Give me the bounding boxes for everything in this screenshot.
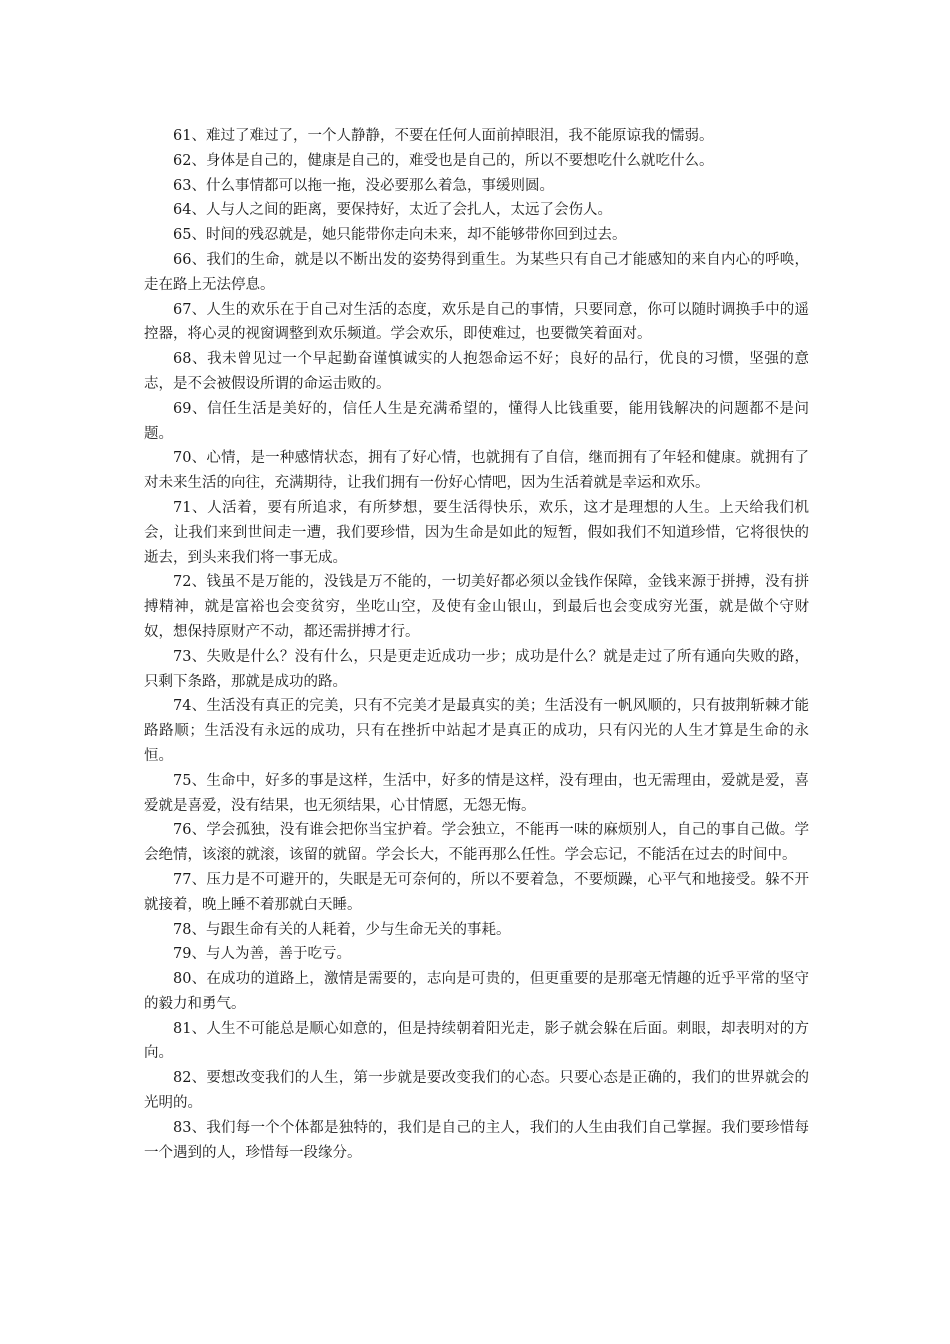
- paragraph-72: 72、钱虽不是万能的，没钱是万不能的，一切美好都必须以金钱作保障，金钱来源于拼搏，没有拼搏精神，就是富裕也会变贫穷，坐吃山空，及使有金山银山，到最后也会变成穷光蛋，就是做个守财奴，想保持原财产不动，都还需拼搏才行。: [144, 574, 809, 640]
- paragraph-66: 66、我们的生命，就是以不断出发的姿势得到重生。为某些只有自己才能感知的来自内心的呼唤，走在路上无法停息。: [144, 251, 809, 293]
- paragraph-73: 73、失败是什么？没有什么，只是更走近成功一步；成功是什么？就是走过了所有通向失败的路，只剩下条路，那就是成功的路。: [144, 648, 809, 690]
- paragraph-63: 63、什么事情都可以拖一拖，没必要那么着急，事缓则圆。: [173, 177, 554, 194]
- paragraph-67: 67、人生的欢乐在于自己对生活的态度，欢乐是自己的事情，只要同意，你可以随时调换手中的遥控器，将心灵的视窗调整到欢乐频道。学会欢乐，即使难过，也要微笑着面对。: [144, 301, 809, 343]
- paragraph-81: 81、人生不可能总是顺心如意的，但是持续朝着阳光走，影子就会躲在后面。刺眼，却表明对的方向。: [144, 1020, 809, 1062]
- paragraph-78: 78、与跟生命有关的人耗着，少与生命无关的事耗。: [173, 921, 511, 938]
- paragraph-77: 77、压力是不可避开的，失眠是无可奈何的，所以不要着急，不要烦躁，心平气和地接受。躲不开就接着，晚上睡不着那就白天睡。: [144, 871, 809, 913]
- paragraph-65: 65、时间的残忍就是，她只能带你走向未来，却不能够带你回到过去。: [173, 227, 627, 244]
- paragraph-76: 76、学会孤独，没有谁会把你当宝护着。学会独立，不能再一味的麻烦别人，自己的事自己做。学会绝情，该滚的就滚，该留的就留。学会长大，不能再那么任性。学会忘记，不能活在过去的时间中。: [144, 822, 809, 864]
- paragraph-70: 70、心情，是一种感情状态，拥有了好心情，也就拥有了自信，继而拥有了年轻和健康。就拥有了对未来生活的向往，充满期待，让我们拥有一份好心情吧，因为生活着就是幸运和欢乐。: [144, 450, 809, 492]
- paragraph-71: 71、人活着，要有所追求，有所梦想，要生活得快乐，欢乐，这才是理想的人生。上天给我们机会，让我们来到世间走一遭，我们要珍惜，因为生命是如此的短暂，假如我们不知道珍惜，它将很快的逝去，到头来我们将一事无成。: [144, 499, 809, 566]
- paragraph-79: 79、与人为善，善于吃亏。: [173, 946, 351, 963]
- paragraph-64: 64、人与人之间的距离，要保持好，太近了会扎人，太远了会伤人。: [173, 202, 612, 219]
- document-body: [144, 124, 809, 1165]
- paragraph-82: 82、要想改变我们的人生，第一步就是要改变我们的心态。只要心态是正确的，我们的世界就会的光明的。: [144, 1070, 809, 1112]
- paragraph-74: 74、生活没有真正的完美，只有不完美才是最真实的美；生活没有一帆风顺的，只有披荆斩棘才能路路顺；生活没有永远的成功，只有在挫折中站起才是真正的成功，只有闪光的人生才算是生命的永恒。: [144, 698, 809, 764]
- paragraph-80: 80、在成功的道路上，激情是需要的，志向是可贵的，但更重要的是那毫无情趣的近乎平常的坚守的毅力和勇气。: [144, 971, 809, 1012]
- paragraph-75: 75、生命中，好多的事是这样，生活中，好多的情是这样，没有理由，也无需理由，爱就是爱，喜爱就是喜爱，没有结果，也无须结果，心甘情愿，无怨无悔。: [144, 772, 809, 814]
- paragraph-62: 62、身体是自己的，健康是自己的，难受也是自己的，所以不要想吃什么就吃什么。: [173, 152, 714, 169]
- paragraph-68: 68、我未曾见过一个早起勤奋谨慎诚实的人抱怨命运不好；良好的品行，优良的习惯，坚强的意志，是不会被假设所谓的命运击败的。: [144, 351, 809, 392]
- paragraph-61: 61、难过了难过了，一个人静静，不要在任何人面前掉眼泪，我不能原谅我的懦弱。: [173, 128, 714, 144]
- paragraph-69: 69、信任生活是美好的，信任人生是充满希望的，懂得人比钱重要，能用钱解决的问题都不是问题。: [144, 400, 809, 442]
- paragraph-83: 83、我们每一个个体都是独特的，我们是自己的主人，我们的人生由我们自己掌握。我们要珍惜每一个遇到的人，珍惜每一段缘分。: [144, 1119, 809, 1161]
